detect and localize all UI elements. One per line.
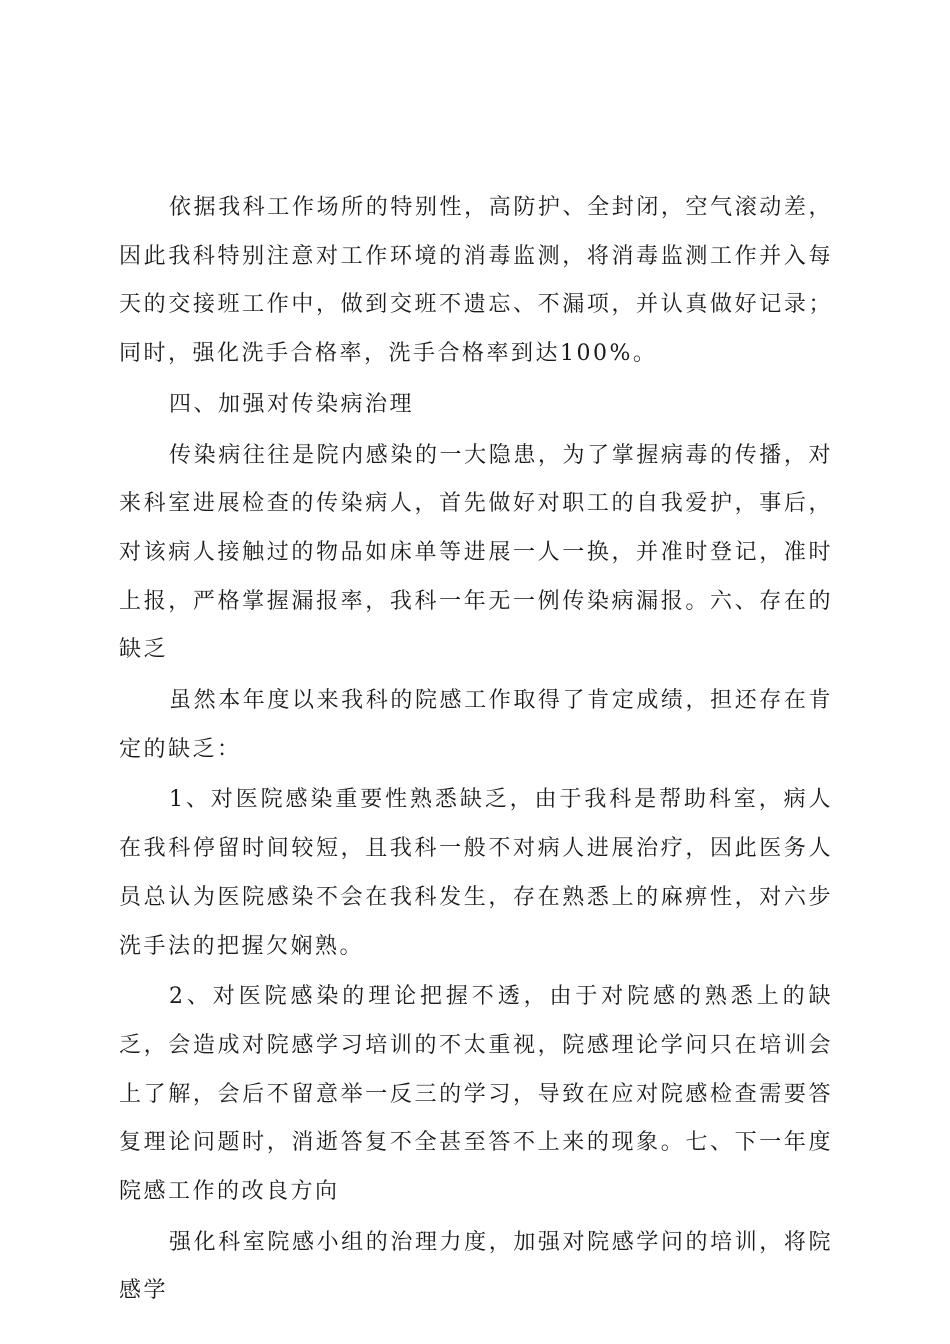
paragraph-infectious-disease: 传染病往往是院内感染的一大隐患，为了掌握病毒的传播，对来科室进展检查的传染病人，首先做好对职工的自我爱护，事后，对该病人接触过的物品如床单等进展一人一换，并准时登记，准时上报，严格掌握漏报率，我科一年无一例传染病漏报。六、存在的缺乏 [119, 442, 833, 663]
document-body [119, 184, 833, 1316]
paragraph-disinfection-monitoring: 依据我科工作场所的特别性，高防护、全封闭，空气滚动差，因此我科特别注意对工作环境的消毒监测，将消毒监测工作并入每天的交接班工作中，做到交班不遗忘、不漏项，并认真做好记录；同时，强化洗手合格率，洗手合格率到达100%。 [119, 195, 833, 367]
section-heading-infectious-disease: 四、加强对传染病治理 [169, 391, 415, 417]
paragraph-shortcoming-2: 2、对医院感染的理论把握不透，由于对院感的熟悉上的缺乏，会造成对院感学习培训的不太重视，院感理论学问只在培训会上了解，会后不留意举一反三的学习，导致在应对院感检查需要答复理论问题时，消逝答复不全甚至答不上来的现象。七、下一年度院感工作的改良方向 [119, 984, 833, 1205]
paragraph-shortcomings-intro: 虽然本年度以来我科的院感工作取得了肯定成绩，担还存在肯定的缺乏： [119, 688, 833, 762]
paragraph-shortcoming-1: 1、对医院感染重要性熟悉缺乏，由于我科是帮助科室，病人在我科停留时间较短，且我科一般不对病人进展治疗，因此医务人员总认为医院感染不会在我科发生，存在熟悉上的麻痹性，对六步洗手法的把握欠娴熟。 [119, 787, 833, 959]
paragraph-improvement: 强化科室院感小组的治理力度，加强对院感学问的培训，将院感学 [119, 1229, 833, 1304]
